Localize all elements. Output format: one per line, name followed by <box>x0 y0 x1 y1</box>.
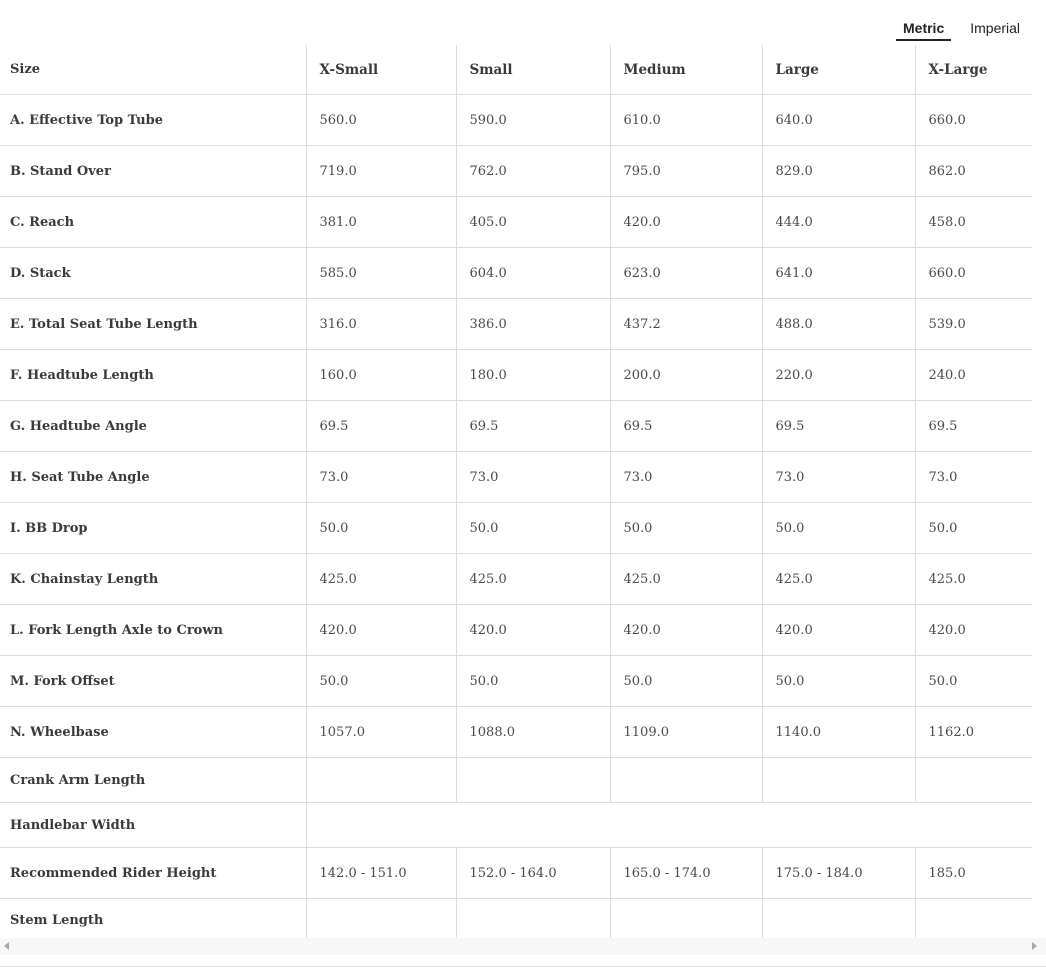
row-label: M. Fork Offset <box>0 656 306 707</box>
row-label: F. Headtube Length <box>0 350 306 401</box>
table-cell: 50.0 <box>610 503 762 554</box>
table-cell: 660.0 <box>915 95 1032 146</box>
table-cell: 604.0 <box>456 248 610 299</box>
table-cell: 50.0 <box>915 656 1032 707</box>
table-cell: 829.0 <box>762 146 915 197</box>
table-cell: 69.5 <box>306 401 456 452</box>
table-cell: 381.0 <box>306 197 456 248</box>
unit-toggle <box>896 18 1027 41</box>
table-row <box>0 803 1032 848</box>
table-cell: 69.5 <box>762 401 915 452</box>
table-cell: 640.0 <box>762 95 915 146</box>
row-label: L. Fork Length Axle to Crown <box>0 605 306 656</box>
scroll-right-icon[interactable] <box>1032 942 1037 950</box>
metric-tab[interactable]: Metric <box>896 18 951 41</box>
table-cell: 437.2 <box>610 299 762 350</box>
table-cell: 50.0 <box>915 503 1032 554</box>
row-label: B. Stand Over <box>0 146 306 197</box>
table-cell: 180.0 <box>456 350 610 401</box>
table-cell: 560.0 <box>306 95 456 146</box>
table-cell: 69.5 <box>610 401 762 452</box>
table-cell <box>456 899 610 939</box>
table-cell: 1162.0 <box>915 707 1032 758</box>
table-cell: 220.0 <box>762 350 915 401</box>
table-cell: 50.0 <box>610 656 762 707</box>
table-cell: 420.0 <box>762 605 915 656</box>
table-cell: 425.0 <box>610 554 762 605</box>
geometry-table-container[interactable] <box>0 45 1032 938</box>
table-cell: 50.0 <box>306 503 456 554</box>
table-cell: 69.5 <box>456 401 610 452</box>
table-cell: 1088.0 <box>456 707 610 758</box>
row-label: H. Seat Tube Angle <box>0 452 306 503</box>
table-cell: 73.0 <box>456 452 610 503</box>
table-cell: 73.0 <box>306 452 456 503</box>
table-cell: 240.0 <box>915 350 1032 401</box>
table-cell: 73.0 <box>915 452 1032 503</box>
table-cell: 50.0 <box>762 656 915 707</box>
table-cell: 420.0 <box>306 605 456 656</box>
table-row <box>0 197 1032 248</box>
row-label: K. Chainstay Length <box>0 554 306 605</box>
table-cell: 420.0 <box>456 605 610 656</box>
table-row <box>0 899 1032 939</box>
table-cell: 73.0 <box>762 452 915 503</box>
table-cell <box>306 899 456 939</box>
table-row <box>0 401 1032 452</box>
divider <box>0 966 1046 967</box>
table-cell: 425.0 <box>456 554 610 605</box>
table-cell: 69.5 <box>915 401 1032 452</box>
table-cell: 1140.0 <box>762 707 915 758</box>
row-label: D. Stack <box>0 248 306 299</box>
table-row <box>0 707 1032 758</box>
row-label: N. Wheelbase <box>0 707 306 758</box>
table-row <box>0 848 1032 899</box>
table-cell: 425.0 <box>306 554 456 605</box>
row-label: Handlebar Width <box>0 803 306 848</box>
table-cell: 610.0 <box>610 95 762 146</box>
table-cell: 719.0 <box>306 146 456 197</box>
table-cell <box>456 758 610 803</box>
scroll-left-icon[interactable] <box>4 942 9 950</box>
table-cell: 425.0 <box>915 554 1032 605</box>
horizontal-scrollbar[interactable] <box>0 938 1046 955</box>
table-cell: 488.0 <box>762 299 915 350</box>
column-header-x-large: X-Large <box>915 45 1032 95</box>
table-cell: 590.0 <box>456 95 610 146</box>
table-cell: 50.0 <box>762 503 915 554</box>
table-cell: 660.0 <box>915 248 1032 299</box>
table-cell: 50.0 <box>456 656 610 707</box>
table-cell: 539.0 <box>915 299 1032 350</box>
table-cell <box>762 758 915 803</box>
table-cell: 200.0 <box>610 350 762 401</box>
table-cell <box>610 758 762 803</box>
table-cell: 585.0 <box>306 248 456 299</box>
imperial-tab[interactable]: Imperial <box>970 20 1021 36</box>
table-cell <box>610 899 762 939</box>
table-row <box>0 350 1032 401</box>
column-header-small: Small <box>456 45 610 95</box>
geometry-table <box>0 45 1032 938</box>
table-cell: 386.0 <box>456 299 610 350</box>
row-label: G. Headtube Angle <box>0 401 306 452</box>
column-header-size: Size <box>0 45 306 95</box>
table-cell: 175.0 - 184.0 <box>762 848 915 899</box>
table-cell: 1057.0 <box>306 707 456 758</box>
table-cell: 316.0 <box>306 299 456 350</box>
table-cell <box>915 899 1032 939</box>
table-header-row <box>0 45 1032 95</box>
table-row <box>0 758 1032 803</box>
table-cell: 142.0 - 151.0 <box>306 848 456 899</box>
row-label: Recommended Rider Height <box>0 848 306 899</box>
table-cell: 444.0 <box>762 197 915 248</box>
table-cell: 425.0 <box>762 554 915 605</box>
table-row <box>0 656 1032 707</box>
table-cell: 165.0 - 174.0 <box>610 848 762 899</box>
table-cell: 152.0 - 164.0 <box>456 848 610 899</box>
table-cell: 185.0 <box>915 848 1032 899</box>
table-cell: 862.0 <box>915 146 1032 197</box>
table-cell: 1109.0 <box>610 707 762 758</box>
table-cell: 420.0 <box>610 605 762 656</box>
table-row <box>0 248 1032 299</box>
table-row <box>0 554 1032 605</box>
table-row <box>0 503 1032 554</box>
table-cell <box>915 758 1032 803</box>
table-cell: 50.0 <box>456 503 610 554</box>
table-cell <box>306 803 1032 848</box>
table-cell: 160.0 <box>306 350 456 401</box>
row-label: Stem Length <box>0 899 306 939</box>
table-cell: 762.0 <box>456 146 610 197</box>
column-header-large: Large <box>762 45 915 95</box>
table-cell: 50.0 <box>306 656 456 707</box>
table-row <box>0 605 1032 656</box>
table-cell: 420.0 <box>915 605 1032 656</box>
row-label: E. Total Seat Tube Length <box>0 299 306 350</box>
column-header-medium: Medium <box>610 45 762 95</box>
column-header-x-small: X-Small <box>306 45 456 95</box>
row-label: C. Reach <box>0 197 306 248</box>
table-row <box>0 95 1032 146</box>
table-cell <box>762 899 915 939</box>
table-row <box>0 452 1032 503</box>
row-label: Crank Arm Length <box>0 758 306 803</box>
table-cell: 405.0 <box>456 197 610 248</box>
table-cell: 623.0 <box>610 248 762 299</box>
table-cell <box>306 758 456 803</box>
table-cell: 73.0 <box>610 452 762 503</box>
row-label: A. Effective Top Tube <box>0 95 306 146</box>
table-cell: 795.0 <box>610 146 762 197</box>
row-label: I. BB Drop <box>0 503 306 554</box>
table-row <box>0 299 1032 350</box>
table-cell: 458.0 <box>915 197 1032 248</box>
table-cell: 420.0 <box>610 197 762 248</box>
table-cell: 641.0 <box>762 248 915 299</box>
table-row <box>0 146 1032 197</box>
